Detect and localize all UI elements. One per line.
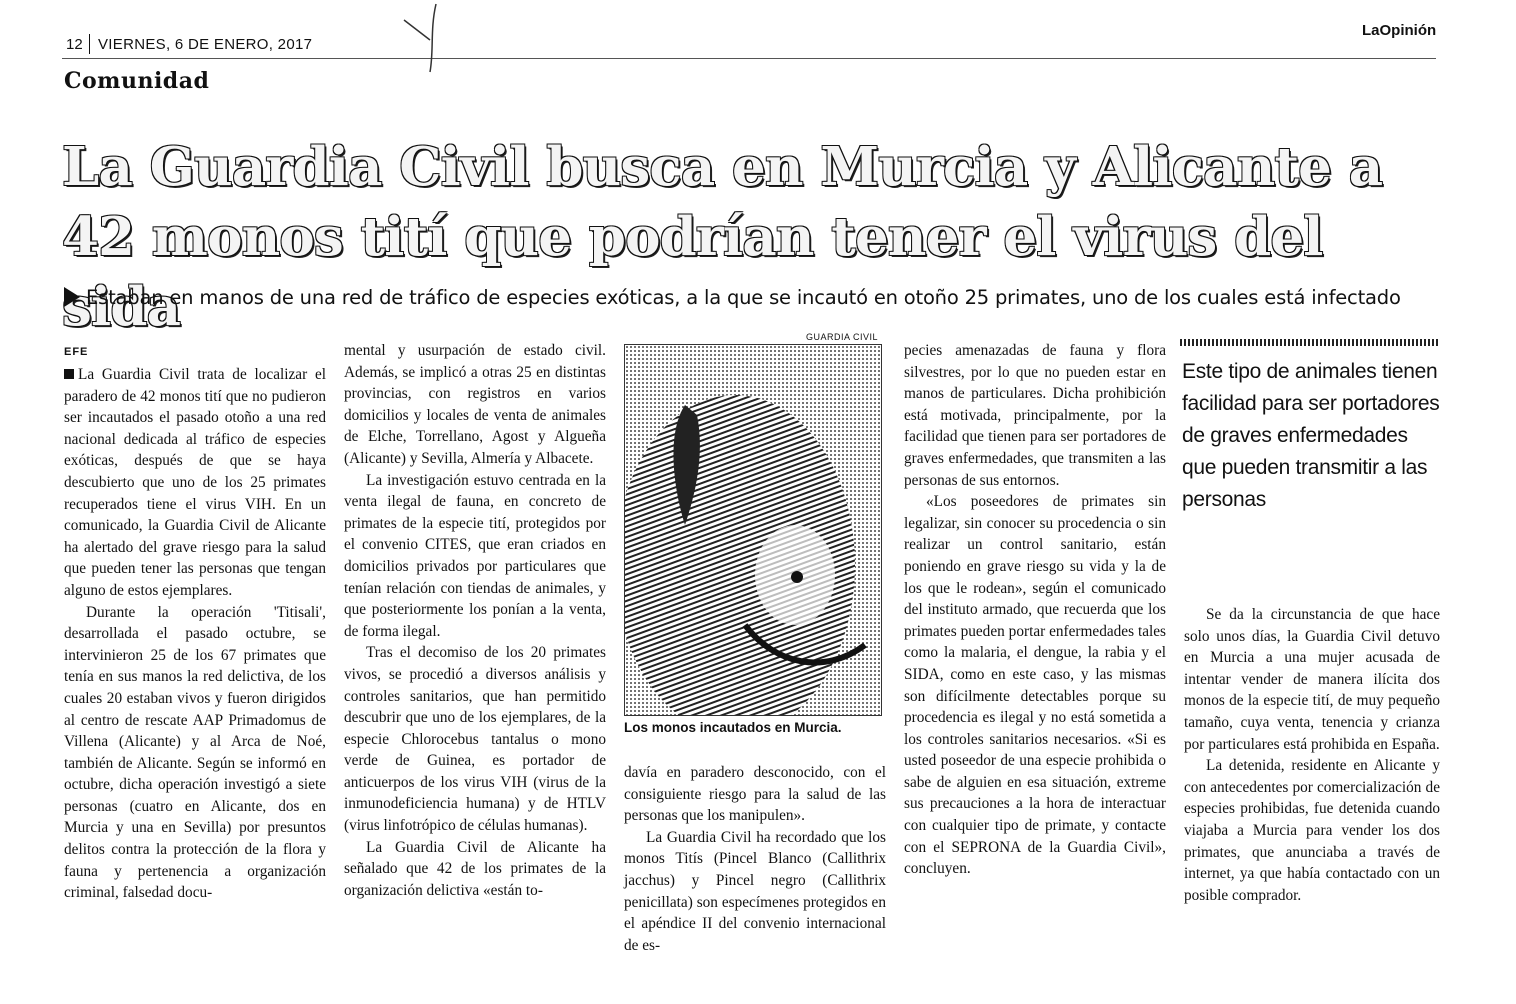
paragraph: La detenida, residente en Alicante y con antecedentes por comercialización de especies prohibidas, fue detenida cuando viajaba a Murcia para vender los dos primates, que anunciaba a través de internet, ya que había contactado con un posible comprador. [1184,757,1440,904]
pullquote: Este tipo de animales tienen facilidad para ser portadores de graves enfermedades que pueden transmitir a las personas [1182,360,1440,511]
paragraph: La Guardia Civil ha recordado que los monos Titís (Pincel Blanco (Callithrix jacchus) y Pincel negro (Callithrix penicillata) son especímenes protegidos en el apéndice II del convenio internacional de es- [624,828,886,954]
paragraph: Se da la circunstancia de que hace solo unos días, la Guardia Civil detuvo en Murcia a una mujer acusada de intentar vender de manera ilícita dos monos de la especie tití, de muy pequeño tamaño, cuya venta, tenencia y crianza por particulares está prohibida en España. [1184,606,1440,753]
subheadline [64,286,1464,309]
headline [62,132,1452,342]
article-column-2b [624,762,886,956]
paragraph: Durante la operación 'Titisali', desarrollada el pasado octubre, se intervinieron 25 de los 67 primates que tenía en sus manos la red delictiva, de los cuales 20 estaban vivos y fueron dirigidos al centro de rescate AAP Primadomus de Villena (Alicante) y al Arca de Noé, también de Alicante. Según se informó en octubre, dicha operación investigó a siete personas (cuatro en Alicante, dos en Murcia y una en Sevilla) por presuntos delitos contra la protección de la flora y fauna y pertenencia a organización criminal, falsedad docu- [64,603,326,902]
paragraph: La Guardia Civil de Alicante ha señalado que 42 de los primates de la organización delictiva «están to- [344,838,606,899]
headline-line-1: La Guardia Civil busca en Murcia y Alicante a [62,136,1383,198]
subheadline-text: Estaban en manos de una red de tráfico de especies exóticas, a la que se incautó en otoño 25 primates, uno de los cuales está infectado [86,286,1401,309]
fold-mark-icon [400,0,460,80]
article-column-2 [344,340,606,901]
pullquote-rule [1180,339,1438,346]
newspaper-logo: LaOpinión [1362,22,1437,39]
paragraph: La Guardia Civil trata de localizar el paradero de 42 monos tití que no pudieron ser incautados el pasado otoño a una red nacional dedicada al tráfico de especies exóticas, después de que se haya descubierto que uno de los 25 primates recuperados tiene el virus VIH. En un comunicado, la Guardia Civil de Alicante ha alertado del grave riesgo para la salud que pueden tener las personas que tengan alguno de estos ejemplares. [64,366,326,599]
photo-caption: Los monos incautados en Murcia. [624,720,842,735]
paragraph: pecies amenazadas de fauna y flora silvestres, por lo que no pueden estar en manos de particulares. Dicha prohibición está motivada, principalmente, por la facilidad que tienen para ser portadores de graves enfermedades, que transmiten a las personas de sus entornos. [904,342,1166,489]
lead-square-icon [64,369,74,379]
article-column-3 [904,340,1166,880]
headline-line-2: 42 monos tití que podrían tener el virus del sida [62,206,1323,338]
issue-date: VIERNES, 6 DE ENERO, 2017 [98,36,313,53]
header-rule [62,58,1436,59]
monkey-photo [624,344,882,716]
article-column-4 [1184,604,1440,906]
section-label: Comunidad [64,68,210,94]
paragraph: mental y usurpación de estado civil. Además, se implicó a otras 25 en distintas provincias, con registros en varios domicilios y locales de venta de animales de Elche, Torrellano, Agost y Algueña (Alicante) y Sevilla, Almería y Albacete. [344,342,606,467]
photo-credit: GUARDIA CIVIL [806,332,879,342]
article-column-1 [64,364,326,904]
page-number: 12 [66,36,83,53]
paragraph: «Los poseedores de primates sin legalizar, sin conocer su procedencia o sin realizar un control sanitario, están poniendo en grave riesgo su vida y la de los que le rodean», según el comunicado del instituto armado, que recuerda que los primates pueden portar enfermedades tales como la malaria, el dengue, la rabia y el SIDA, como en este caso, y las mismas son difícilmente detectables porque su procedencia es ilegal y no está sometida a los controles sanitarios necesarios. «Si es usted poseedor de una especie prohibida o sabe de alguien en esa situación, extreme sus precauciones a la hora de interactuar con cualquier tipo de primate, y contacte con el SEPRONA de la Guardia Civil», concluyen. [904,493,1166,878]
triangle-bullet-icon [64,287,80,307]
paragraph: davía en paradero desconocido, con el consiguiente riesgo para la salud de las personas que los manipulen». [624,764,886,825]
header-separator [89,34,90,54]
byline: EFE [64,346,89,358]
paragraph: Tras el decomiso de los 20 primates vivos, se procedió a diversos análisis y controles sanitarios, que han permitido descubrir que uno de los ejemplares, de la especie Chlorocebus tantalus o mono verde de Guinea, es portador de anticuerpos de los virus VIH (virus de la inmunodeficiencia humana) y de HTLV (virus linfotrópico de células humanas). [344,644,606,835]
paragraph: La investigación estuvo centrada en la venta ilegal de fauna, en concreto de primates de la especie tití, protegidos por el convenio CITES, que eran criados en domicilios privados por particulares que tenían relación con tiendas de animales, y que posteriormente los ponían a la venta, de forma ilegal. [344,471,606,640]
